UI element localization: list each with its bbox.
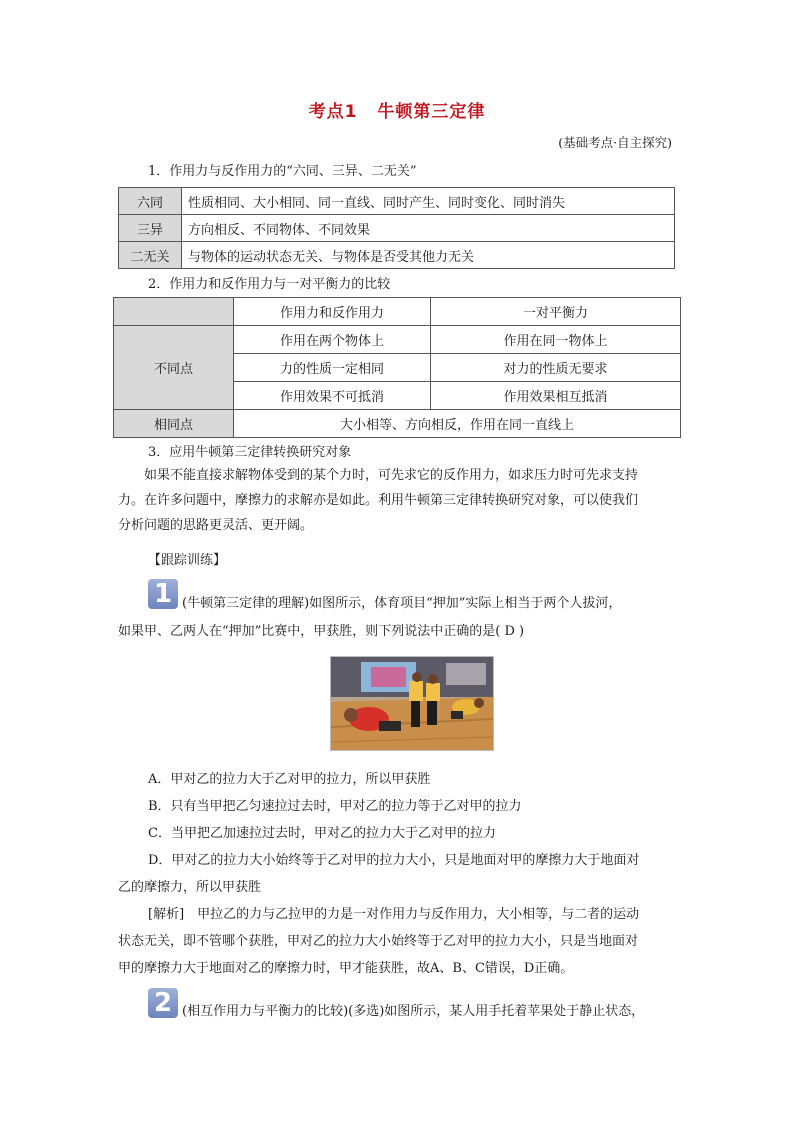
option-d: D．甲对乙的拉力大小始终等于乙对甲的拉力大小，只是地面对甲的摩擦力大于地面对 <box>148 853 640 868</box>
comparison-table-2 <box>113 297 681 438</box>
table-header-row <box>114 298 681 326</box>
table-cell: 作用效果不可抵消 <box>234 382 431 410</box>
table-row <box>119 242 675 269</box>
paragraph <box>118 463 683 538</box>
paragraph-line: 力。在许多问题中，摩擦力的求解亦是如此。利用牛顿第三定律转换研究对象，可以使我们 <box>118 493 639 508</box>
comparison-table-1 <box>118 187 675 269</box>
table-row <box>119 188 675 215</box>
section-name: 牛顿第三定律 <box>377 102 486 122</box>
row-group-label: 相同点 <box>114 410 234 438</box>
row-key: 六同 <box>119 188 182 215</box>
paragraph-line: 分析问题的思路更灵活、更开阔。 <box>118 518 314 533</box>
table-cell: 对力的性质无要求 <box>431 354 681 382</box>
row-value: 与物体的运动状态无关、与物体是否受其他力无关 <box>182 242 675 269</box>
table-row <box>114 410 681 438</box>
option-b: B．只有当甲把乙匀速拉过去时，甲对乙的拉力等于乙对甲的拉力 <box>148 799 522 814</box>
analysis-line: 状态无关，即不管哪个获胜，甲对乙的拉力大小始终等于乙对甲的拉力大小，只是当地面对 <box>118 934 639 949</box>
heading-1: 1．作用力与反作用力的“六同、三异、二无关” <box>148 164 417 179</box>
row-group-label: 不同点 <box>114 326 234 410</box>
table-cell: 力的性质一定相同 <box>234 354 431 382</box>
photo-illustration <box>331 657 493 750</box>
column-header: 作用力和反作用力 <box>234 298 431 326</box>
section-number: 考点1 <box>308 102 358 122</box>
row-value: 方向相反、不同物体、不同效果 <box>182 215 675 242</box>
question-number-badge: 1 <box>148 579 178 609</box>
question-line: (相互作用力与平衡力的比较)(多选)如图所示，某人用手托着苹果处于静止状态， <box>182 1004 645 1019</box>
question-line: (牛顿第三定律的理解)如图所示，体育项目“押加”实际上相当于两个人拔河， <box>182 596 622 611</box>
table-cell: 作用在同一物体上 <box>431 326 681 354</box>
table-cell: 作用效果相互抵消 <box>431 382 681 410</box>
table-row <box>114 326 681 354</box>
heading-2: 2．作用力和反作用力与一对平衡力的比较 <box>148 277 391 292</box>
question-1-text <box>118 590 683 646</box>
practice-heading: 【跟踪训练】 <box>148 553 227 568</box>
section-title <box>0 97 794 122</box>
paragraph-line: 如果不能直接求解物体受到的某个力时，可先求它的反作用力，如求压力时可先求支持 <box>144 468 639 483</box>
row-key: 二无关 <box>119 242 182 269</box>
table-cell: 大小相等、方向相反，作用在同一直线上 <box>234 410 681 438</box>
row-value: 性质相同、大小相同、同一直线、同时产生、同时变化、同时消失 <box>182 188 675 215</box>
option-a: A．甲对乙的拉力大于乙对甲的拉力，所以甲获胜 <box>148 772 431 787</box>
column-header: 一对平衡力 <box>431 298 681 326</box>
heading-3: 3．应用牛顿第三定律转换研究对象 <box>148 445 352 460</box>
option-d-continued: 乙的摩擦力，所以甲获胜 <box>118 880 262 895</box>
row-key: 三异 <box>119 215 182 242</box>
table-cell: 作用在两个物体上 <box>234 326 431 354</box>
analysis-paragraph <box>118 901 683 982</box>
option-c: C．当甲把乙加速拉过去时，甲对乙的拉力大于乙对甲的拉力 <box>148 826 496 841</box>
table-corner-cell <box>114 298 234 326</box>
table-row <box>119 215 675 242</box>
analysis-line: 甲的摩擦力大于地面对乙的摩擦力时，甲才能获胜，故A、B、C错误，D正确。 <box>118 961 574 976</box>
analysis-line: [解析] 甲拉乙的力与乙拉甲的力是一对作用力与反作用力，大小相等，与二者的运动 <box>148 907 640 922</box>
tug-of-war-photo <box>330 656 494 751</box>
question-number-badge: 2 <box>148 988 178 1018</box>
section-subtitle: (基础考点·自主探究) <box>558 135 672 150</box>
question-2-text <box>118 998 683 1026</box>
question-line: 如果甲、乙两人在“押加”比赛中，甲获胜，则下列说法中正确的是( D ) <box>118 624 525 639</box>
